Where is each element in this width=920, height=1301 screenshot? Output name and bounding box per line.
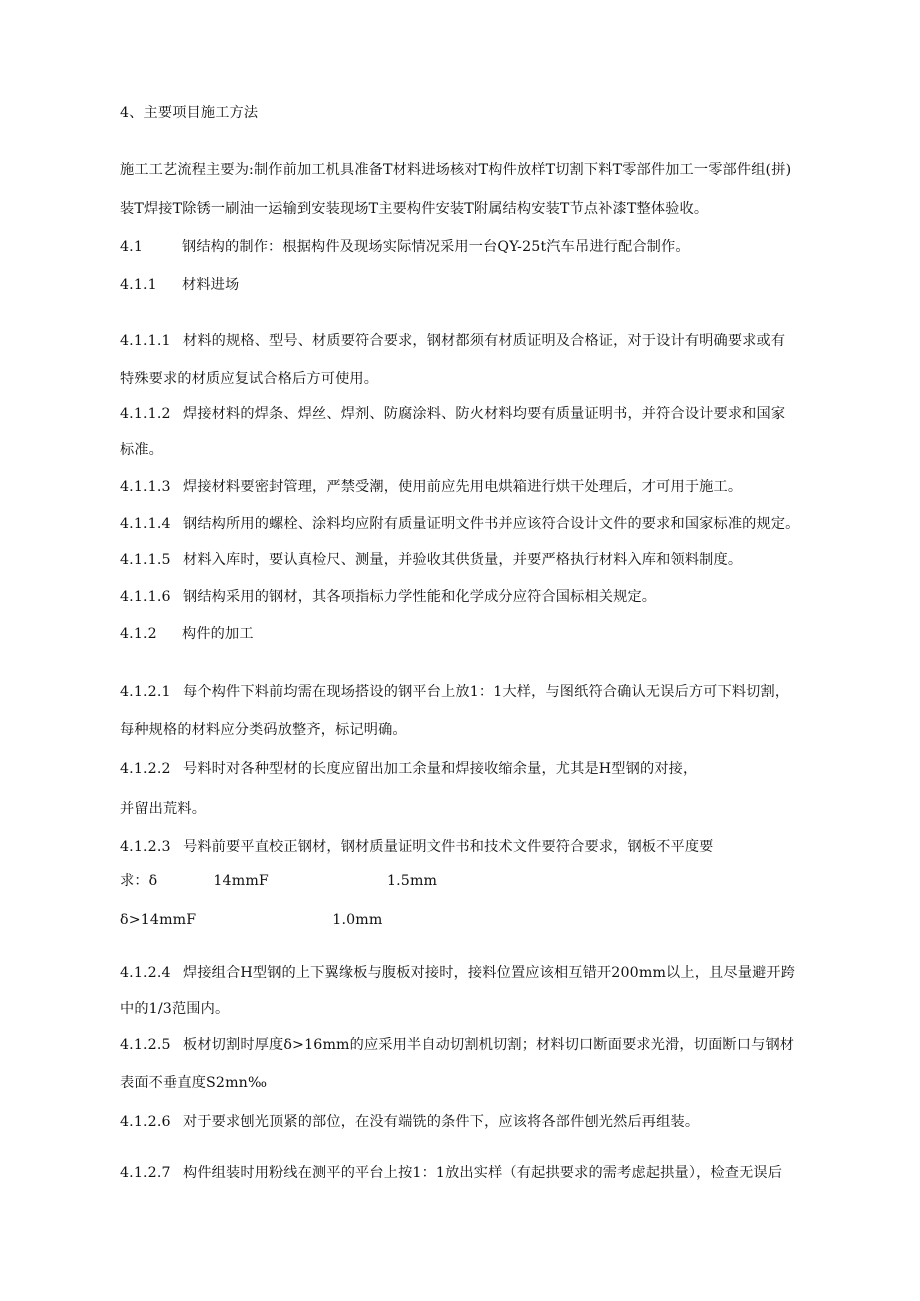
requirement-label: 求：δ [120, 873, 158, 889]
section-number: 4.1.1.1 [120, 333, 171, 349]
paragraph-text: 板材切割时厚度δ>16mm的应采用半自动切割机切割；材料切口断面要求光滑，切面断口与钢材 [183, 1037, 795, 1053]
section-number: 4.1.2.4 [120, 965, 171, 981]
section-number: 4.1.1.2 [120, 406, 171, 422]
process-flow-line-1: 施工工艺流程主要为:制作前加工机具准备T材料进场核对T构件放样T切割下料T零部件加工一零部件组(拼) [120, 162, 792, 178]
paragraph-text: 钢结构采用的钢材，其各项指标力学性能和化学成分应符合国标相关规定。 [183, 589, 657, 605]
section-number: 4.1.1.5 [120, 552, 171, 568]
section-number: 4.1.2.7 [120, 1165, 171, 1181]
paragraph-4-1-1-5 [120, 550, 742, 570]
paragraph-text: 构件组装时用粉线在测平的平台上按1：1放出实样（有起拱要求的需考虑起拱量），检查无误后 [183, 1165, 783, 1181]
section-number: 4.1.1.6 [120, 589, 171, 605]
paragraph-4-1-2-1-cont: 每种规格的材料应分类码放整齐，标记明确。 [120, 722, 407, 738]
paragraph-4-1-1-1 [120, 331, 785, 351]
section-number: 4.1.2.3 [120, 839, 171, 855]
paragraph-text: 钢结构的制作：根据构件及现场实际情况采用一台QY-25t汽车吊进行配合制作。 [182, 239, 690, 255]
section-number: 4.1.2.6 [120, 1114, 171, 1130]
paragraph-4-1-1-2 [120, 404, 785, 424]
flatness-tolerance: 1.0mm [332, 912, 383, 928]
paragraph-4-1-2-2 [120, 759, 697, 779]
paragraph-text: 号料时对各种型材的长度应留出加工余量和焊接收缩余量，尤其是H型钢的对接， [183, 761, 698, 777]
paragraph-4-1-1-6 [120, 587, 656, 607]
flatness-requirement-row-1 [120, 871, 437, 891]
paragraph-4-1-1-3 [120, 477, 742, 497]
paragraph-4-1-2-1 [120, 682, 789, 702]
thickness-limit: 14mmF [213, 873, 269, 889]
paragraph-4-1-1-2-cont: 标准。 [120, 442, 164, 458]
flatness-tolerance: 1.5mm [386, 873, 438, 889]
paragraph-text: 材料进场 [182, 277, 240, 293]
paragraph-4-1-1-4 [120, 514, 800, 534]
paragraph-text: 材料入库时，要认真检尺、测量，并验收其供货量，并要严格执行材料入库和领料制度。 [183, 552, 743, 568]
flatness-requirement-row-2 [120, 910, 383, 930]
section-number: 4.1.2 [120, 626, 157, 642]
section-number: 4.1 [120, 239, 144, 255]
paragraph-4-1-1-1-cont: 特殊要求的材质应复试合格后方可使用。 [120, 371, 379, 387]
paragraph-4-1-2-4-cont: 中的1/3范围内。 [120, 1001, 230, 1017]
section-number: 4.1.2.2 [120, 761, 171, 777]
paragraph-4-1-2-7 [120, 1163, 782, 1183]
paragraph-text: 材料的规格、型号、材质要符合要求，钢材都须有材质证明及合格证，对于设计有明确要求或有 [183, 333, 786, 349]
section-number: 4.1.1.3 [120, 479, 171, 495]
thickness-limit: δ>14mmF [120, 912, 197, 928]
paragraph-text: 焊接组合H型钢的上下翼缘板与腹板对接时，接料位置应该相互错开200mm以上，且尽量避开跨 [183, 965, 796, 981]
section-number: 4.1.2.1 [120, 684, 171, 700]
paragraph-text: 焊接材料的焊条、焊丝、焊剂、防腐涂料、防火材料均要有质量证明书，并符合设计要求和国家 [183, 406, 786, 422]
paragraph-4-1 [120, 237, 690, 257]
paragraph-4-1-2-2-cont: 并留出荒料。 [120, 801, 207, 817]
section-number: 4.1.1.4 [120, 516, 171, 532]
paragraph-text: 号料前要平直校正钢材，钢材质量证明文件书和技术文件要符合要求，钢板不平度要 [183, 839, 714, 855]
section-heading: 4、主要项目施工方法 [120, 105, 259, 121]
paragraph-4-1-2-3 [120, 837, 714, 857]
paragraph-4-1-2-5 [120, 1035, 794, 1055]
paragraph-text: 每个构件下料前均需在现场搭设的钢平台上放1：1大样，与图纸符合确认无误后方可下料切割， [183, 684, 790, 700]
paragraph-text: 对于要求刨光顶紧的部位，在没有端铣的条件下，应该将各部件刨光然后再组装。 [183, 1114, 700, 1130]
paragraph-4-1-2-5-cont: 表面不垂直度S2mn‰ [120, 1075, 268, 1091]
process-flow-line-2: 装T焊接T除锈一刷油一运输到安装现场T主要构件安装T附属结构安装T节点补漆T整体验收。 [120, 201, 709, 217]
paragraph-text: 钢结构所用的螺栓、涂料均应附有质量证明文件书并应该符合设计文件的要求和国家标准的规定。 [183, 516, 800, 532]
section-number: 4.1.1 [120, 277, 157, 293]
paragraph-4-1-1 [120, 275, 239, 295]
paragraph-4-1-2-4 [120, 963, 795, 983]
paragraph-text: 构件的加工 [182, 626, 254, 642]
paragraph-text: 焊接材料要密封管理，严禁受潮，使用前应先用电烘箱进行烘干处理后，才可用于施工。 [183, 479, 743, 495]
paragraph-4-1-2 [120, 624, 254, 644]
section-number: 4.1.2.5 [120, 1037, 171, 1053]
paragraph-4-1-2-6 [120, 1112, 699, 1132]
